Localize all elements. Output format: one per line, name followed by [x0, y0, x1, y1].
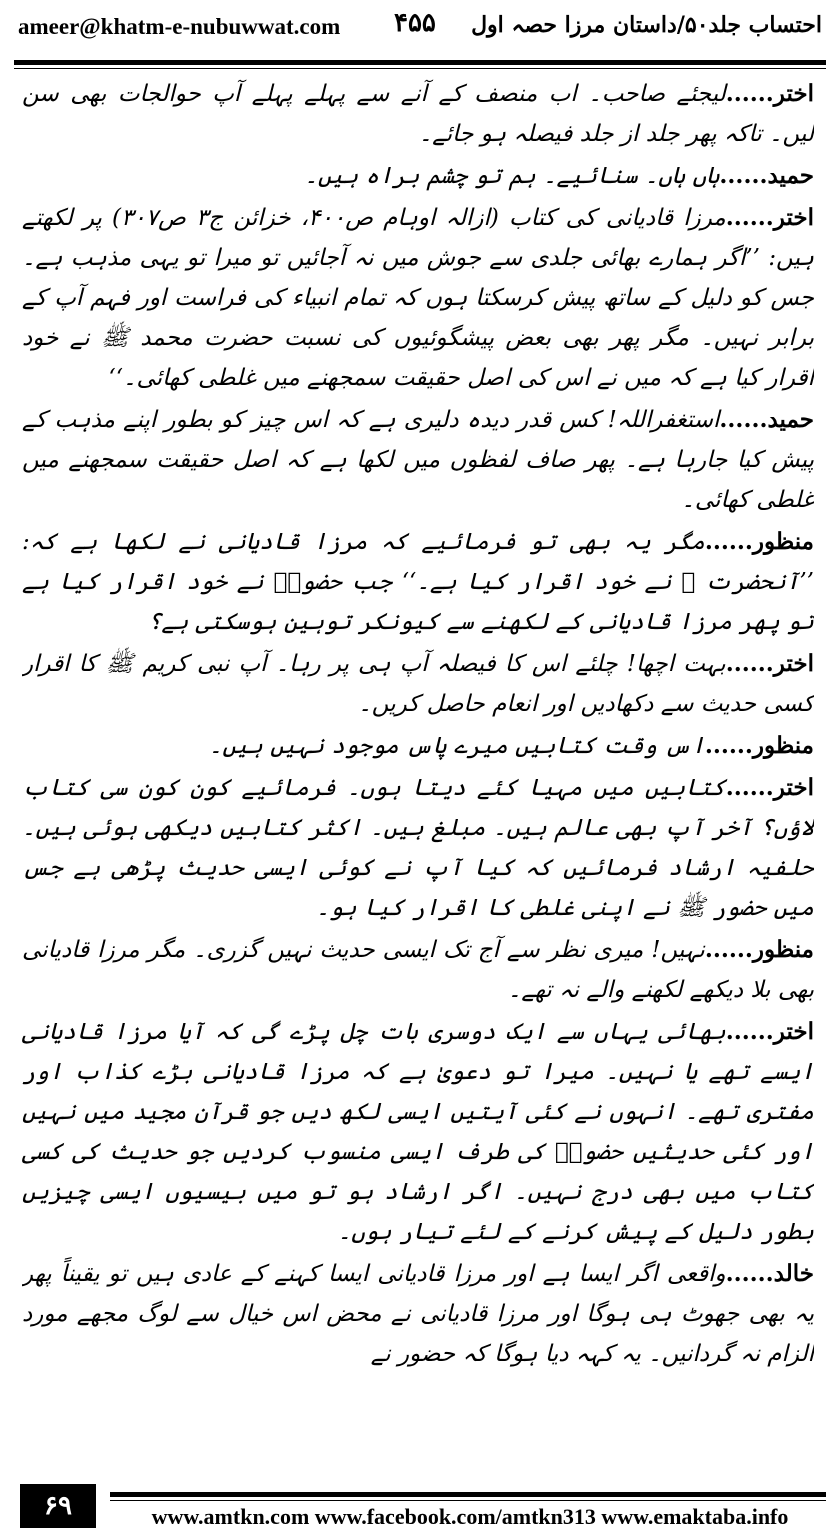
footer-page-number: ۶۹: [20, 1484, 96, 1528]
header-email: ameer@khatm-e-nubuwwat.com: [18, 14, 341, 39]
paragraph: [22, 930, 814, 1010]
paragraph-text: اس وقت کتابیں میرے پاس موجود نہیں ہیں۔: [208, 733, 705, 759]
page-header: [14, 0, 826, 60]
paragraph-text: کتابیں میں مہیا کئے دیتا ہوں۔ فرمائیے کون کون سی کتاب لاؤں؟ آخر آپ بھی عالم ہیں۔ مبلغ ہیں۔ اکثر کتابیں دیکھی ہوئی ہیں۔ حلفیہ ارشاد فرمائیں کہ کیا آپ نے کوئی ایسی حدیث پڑھی ہے جس میں حضور ﷺ نے اپنی غلطی کا اقرار کیا ہو۔: [22, 775, 814, 921]
paragraph: [22, 400, 814, 520]
paragraph-text: بھائی یہاں سے ایک دوسری بات چل پڑے گی کہ آیا مرزا قادیانی ایسے تھے یا نہیں۔ میرا تو دعویٰ ہے کہ مرزا قادیانی بڑے کذاب اور مفتری تھے۔ انہوں نے کئی آیتیں ایسی لکھ دیں جو قرآن مجید میں نہیں اور کئی حدیثیں حضورؐ کی طرف ایسی منسوب کردیں جو حدیث کی کسی کتاب میں بھی درج نہیں۔ اگر ارشاد ہو تو میں بیسیوں ایسی چیزیں بطور دلیل کے پیش کرنے کے لئے تیار ہوں۔: [22, 1019, 814, 1245]
paragraph-text: واقعی اگر ایسا ہے اور مرزا قادیانی ایسا کہنے کے عادی ہیں تو یقیناً پھر یہ بھی جھوٹ ہی ہوگا اور مرزا قادیانی نے محض اس خیال سے لوگ مجھے مورد الزام نہ گردانیں۔ یہ کہہ دیا ہوگا کہ حضور نے: [22, 1261, 814, 1367]
header-page-number: ۴۵۵: [394, 8, 436, 38]
paragraph: [22, 768, 814, 928]
speaker-name: اختر......: [725, 80, 814, 107]
header-rule-thin: [14, 68, 826, 69]
speaker-name: منظور......: [704, 528, 814, 555]
paragraph-text: لیجئے صاحب۔ اب منصف کے آنے سے پہلے پہلے آپ حوالجات بھی سن لیں۔ تاکہ پھر جلد از جلد فیصلہ ہو جائے۔: [22, 81, 814, 147]
speaker-name: حمید......: [719, 406, 814, 433]
speaker-name: اختر......: [725, 774, 814, 801]
dialogue-body: [22, 74, 814, 1474]
paragraph: [22, 522, 814, 642]
speaker-name: اختر......: [725, 204, 814, 231]
paragraph: [22, 1254, 814, 1374]
paragraph-text: بہت اچھا! چلئے اس کا فیصلہ آپ ہی پر رہا۔ آپ نبی کریم ﷺ کا اقرار کسی حدیث سے دکھادیں اور انعام حاصل کریں۔: [22, 651, 814, 717]
paragraph: [22, 644, 814, 724]
paragraph: [22, 198, 814, 398]
paragraph-text: ہاں ہاں۔ سنائیے۔ ہم تو چشم براہ ہیں۔: [304, 163, 720, 189]
paragraph: [22, 726, 814, 766]
paragraph: [22, 156, 814, 196]
header-rule-thick: [14, 60, 826, 65]
speaker-name: منظور......: [704, 732, 814, 759]
paragraph: [22, 74, 814, 154]
header-book-title: احتساب جلد۵۰/داستان مرزا حصہ اول: [471, 12, 822, 38]
speaker-name: منظور......: [704, 936, 814, 963]
speaker-name: خالد......: [725, 1260, 814, 1287]
speaker-name: اختر......: [725, 1018, 814, 1045]
paragraph-text: نہیں! میری نظر سے آج تک ایسی حدیث نہیں گزری۔ مگر مرزا قادیانی بھی بلا دیکھے لکھنے والے نہ تھے۔: [22, 937, 814, 1003]
footer-rule-thick: [110, 1492, 826, 1497]
paragraph-text: مگر یہ بھی تو فرمائیے کہ مرزا قادیانی نے لکھا ہے کہ: ’’آنحضرت ﷺ نے خود اقرار کیا ہے۔‘‘ جب حضورؐ نے خود اقرار کیا ہے تو پھر مرزا قادیانی کے لکھنے سے کیونکر توہین ہوسکتی ہے؟: [22, 529, 814, 635]
speaker-name: حمید......: [719, 162, 814, 189]
footer-links: www.amtkn.com www.facebook.com/amtkn313 www.emaktaba.info: [151, 1504, 789, 1529]
speaker-name: اختر......: [725, 650, 814, 677]
footer-rule-thin: [110, 1500, 826, 1501]
paragraph-text: مرزا قادیانی کی کتاب (ازالہ اوہام ص۴۰۰، خزائن ج۳ ص۳۰۷) پر لکھتے ہیں: ’’اگر ہمارے بھائی جلدی سے جوش میں نہ آجائیں تو میرا تو یہی مذہب ہے۔ جس کو دلیل کے ساتھ پیش کرسکتا ہوں کہ تمام انبیاء کی فراست اور فہم آپ کے برابر نہیں۔ مگر پھر بھی بعض پیشگوئیوں کی نسبت حضرت محمد ﷺ نے خود اقرار کیا ہے کہ میں نے اس کی اصل حقیقت سمجھنے میں غلطی کھائی۔‘‘: [22, 205, 814, 391]
paragraph-text: استغفراللہ! کس قدر دیدہ دلیری ہے کہ اس چیز کو بطور اپنے مذہب کے پیش کیا جارہا ہے۔ پھر صاف لفظوں میں لکھا ہے کہ اصل حقیقت سمجھنے میں غلطی کھائی۔: [22, 407, 814, 513]
paragraph: [22, 1012, 814, 1252]
